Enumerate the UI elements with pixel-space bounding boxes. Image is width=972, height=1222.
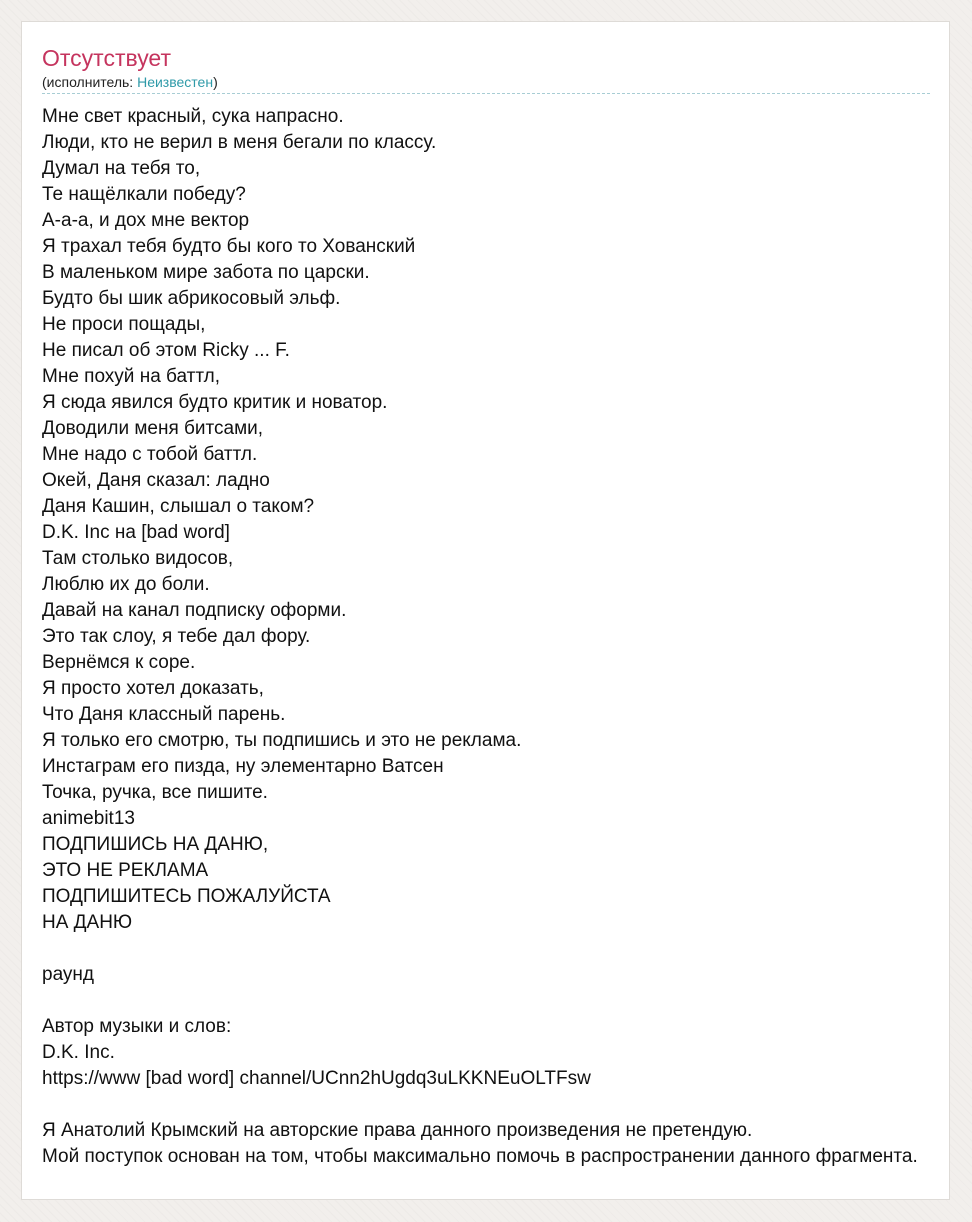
artist-close: ): [213, 74, 218, 90]
artist-link[interactable]: Неизвестен: [137, 74, 214, 90]
title-divider: [42, 93, 930, 94]
lyrics-card: [21, 21, 950, 1200]
lyrics-text: Мне свет красный, сука напрасно. Люди, кто не верил в меня бегали по классу. Думал на тебя то, Те нащёлкали победу? А-а-а, и дох мне вектор Я трахал тебя будто бы кого то Хованский В маленьком мире забота по царски. Будто бы шик абрикосовый эльф. Не проси пощады, Не писал об этом Ricky ... F. Мне похуй на баттл, Я сюда явился будто критик и новатор. Доводили меня битсами, Мне надо с тобой баттл. Окей, Даня сказал: ладно Даня Кашин, слышал о таком? D.K. Inc на [bad word] Там столько видосов, Люблю их до боли. Давай на канал подписку оформи. Это так слоу, я тебе дал фору. Вернёмся к соре. Я просто хотел доказать, Что Даня классный парень. Я только его смотрю, ты подпишись и это не реклама. Инстаграм его пизда, ну элементарно Ватсен Точка, ручка, все пишите. animebit13 ПОДПИШИСЬ НА ДАНЮ, ЭТО НЕ РЕКЛАМА ПОДПИШИТЕСЬ ПОЖАЛУЙСТА НА ДАНЮ раунд Автор музыки и слов: D.K. Inc. https://www [bad word] channel/UCnn2hUgdq3uLKKNEuOLTFsw Я Анатолий Крымский на авторские права данного произведения не претендую. Мой поступок основан на том, чтобы максимально помочь в распространении данного фрагмента.: [42, 106, 918, 1167]
artist-label: (исполнитель:: [42, 74, 138, 90]
song-title: Отсутствует: [42, 45, 171, 71]
artist-line: [42, 73, 218, 91]
